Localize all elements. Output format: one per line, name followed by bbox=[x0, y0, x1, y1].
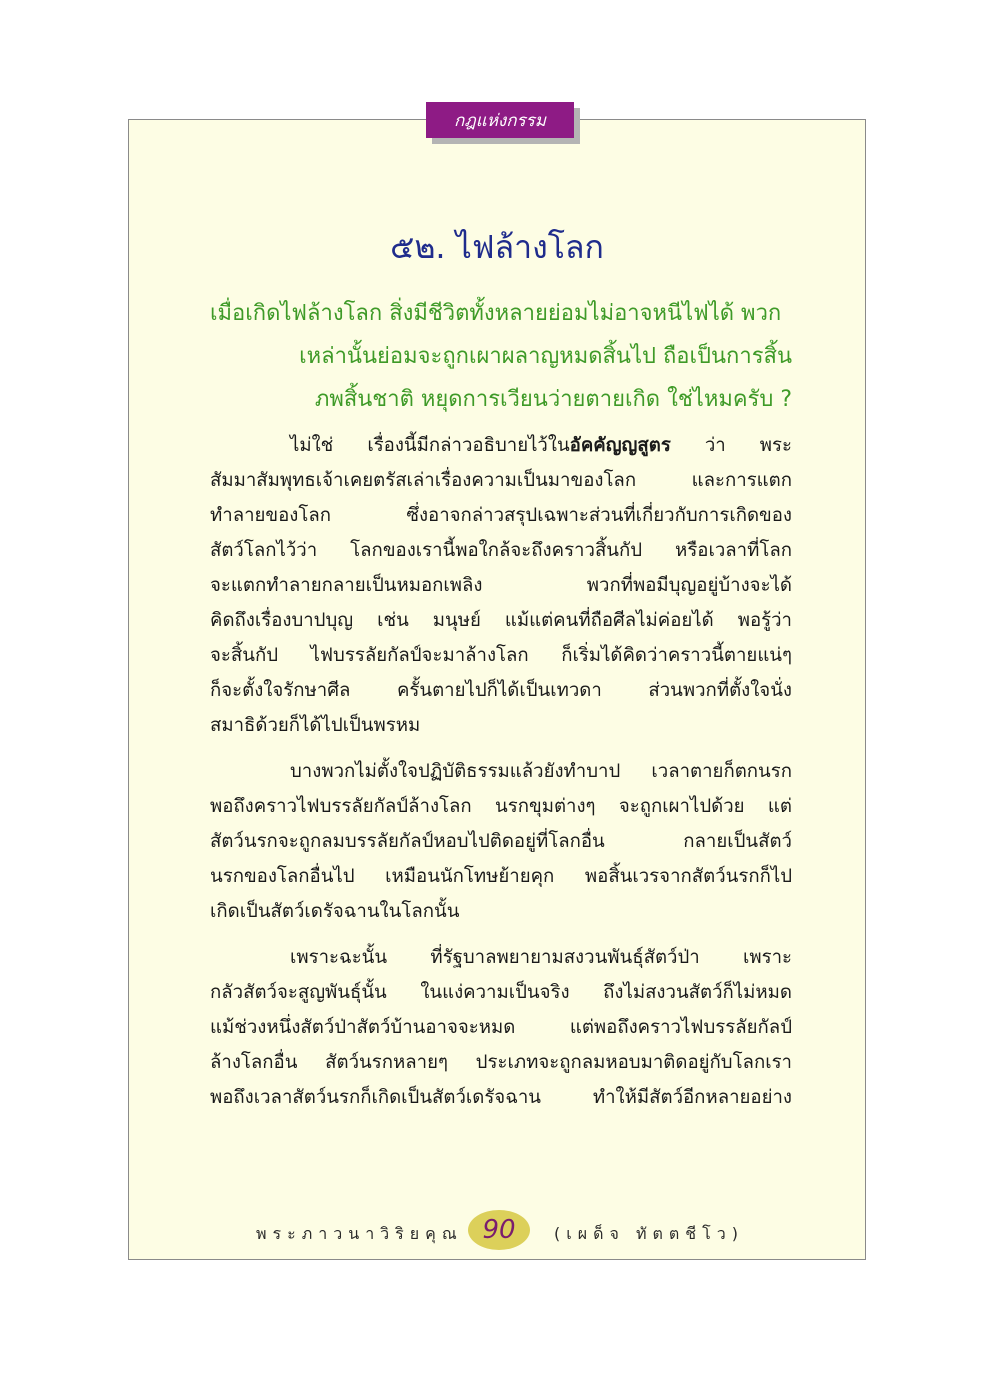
paragraph-2 bbox=[210, 754, 792, 929]
paragraph-3 bbox=[210, 940, 792, 1115]
section-title: ๕๒. ไฟล้างโลก bbox=[390, 228, 604, 266]
text-line: จะสิ้นกัป ไฟบรรลัยกัลป์จะมาล้างโลก ก็เริ่มได้คิดว่าคราวนี้ตายแน่ๆ bbox=[210, 645, 792, 666]
text-line: นรกของโลกอื่นไป เหมือนนักโทษย้ายคุก พอสิ้นเวรจากสัตว์นรกก็ไป bbox=[210, 866, 792, 887]
text-line: สมาธิด้วยก็ได้ไปเป็นพรหม bbox=[210, 715, 421, 736]
paragraph-1 bbox=[210, 428, 792, 743]
text-span: ไม่ใช่ เรื่องนี้มีกล่าวอธิบายไว้ใน bbox=[290, 435, 570, 456]
question-line: ภพสิ้นชาติ หยุดการเวียนว่ายตายเกิด ใช่ไหมครับ ? bbox=[314, 387, 792, 412]
text-line: คิดถึงเรื่องบาปบุญ เช่น มนุษย์ แม้แต่คนที่ถือศีลไม่ค่อยได้ พอรู้ว่า bbox=[210, 610, 792, 631]
question-line: เหล่านั้นย่อมจะถูกเผาผลาญหมดสิ้นไป ถือเป็นการสิ้น bbox=[299, 344, 792, 369]
page-number: 90 bbox=[482, 1215, 516, 1245]
text-line: สัตว์นรกจะถูกลมบรรลัยกัลป์หอบไปติดอยู่ที่โลกอื่น กลายเป็นสัตว์ bbox=[210, 831, 792, 852]
sutta-name: อัคคัญญสูตร bbox=[569, 435, 671, 456]
text-line: สัตว์โลกไว้ว่า โลกของเรานี้พอใกล้จะถึงคราวสิ้นกัป หรือเวลาที่โลก bbox=[210, 540, 792, 561]
text-line bbox=[210, 428, 792, 463]
question-line: เมื่อเกิดไฟล้างโลก สิ่งมีชีวิตทั้งหลายย่อมไม่อาจหนีไฟได้ พวก bbox=[210, 301, 782, 326]
text-line: เพราะฉะนั้น ที่รัฐบาลพยายามสงวนพันธุ์สัตว์ป่า เพราะ bbox=[290, 947, 792, 968]
text-line: เกิดเป็นสัตว์เดรัจฉานในโลกนั้น bbox=[210, 901, 460, 922]
text-line: จะแตกทำลายกลายเป็นหมอกเพลิง พวกที่พอมีบุญอยู่บ้างจะได้ bbox=[210, 575, 792, 596]
footer-author: พระภาวนาวิริยคุณ bbox=[256, 1224, 463, 1243]
question-block bbox=[210, 292, 792, 421]
text-line: สัมมาสัมพุทธเจ้าเคยตรัสเล่าเรื่องความเป็นมาของโลก และการแตก bbox=[210, 470, 792, 491]
text-line: กลัวสัตว์จะสูญพันธุ์นั้น ในแง่ความเป็นจริง ถึงไม่สงวนสัตว์ก็ไม่หมด bbox=[210, 982, 792, 1003]
text-line: พอถึงคราวไฟบรรลัยกัลป์ล้างโลก นรกขุมต่างๆ จะถูกเผาไปด้วย แต่ bbox=[210, 796, 792, 817]
chapter-tab-label: กฎแห่งกรรม bbox=[454, 110, 546, 131]
text-line: ล้างโลกอื่น สัตว์นรกหลายๆ ประเภทจะถูกลมหอบมาติดอยู่กับโลกเรา bbox=[210, 1052, 792, 1073]
page-footer bbox=[128, 1210, 866, 1254]
answer-body bbox=[210, 428, 792, 1126]
text-line: บางพวกไม่ตั้งใจปฏิบัติธรรมแล้วยังทำบาป เวลาตายก็ตกนรก bbox=[290, 761, 792, 782]
text-line: ก็จะตั้งใจรักษาศีล ครั้นตายไปก็ได้เป็นเทวดา ส่วนพวกที่ตั้งใจนั่ง bbox=[210, 680, 792, 701]
text-line: พอถึงเวลาสัตว์นรกก็เกิดเป็นสัตว์เดรัจฉาน ทำให้มีสัตว์อีกหลายอย่าง bbox=[210, 1087, 792, 1108]
footer-author-name: (เผด็จ ทัตตชีโว) bbox=[554, 1224, 744, 1243]
page-number-badge bbox=[468, 1210, 530, 1250]
text-span: ว่า พระ bbox=[670, 435, 792, 456]
text-line: ทำลายของโลก ซึ่งอาจกล่าวสรุปเฉพาะส่วนที่เกี่ยวกับการเกิดของ bbox=[210, 505, 792, 526]
chapter-tab bbox=[426, 102, 574, 138]
text-line: แม้ช่วงหนึ่งสัตว์ป่าสัตว์บ้านอาจจะหมด แต่พอถึงคราวไฟบรรลัยกัลป์ bbox=[210, 1017, 792, 1038]
